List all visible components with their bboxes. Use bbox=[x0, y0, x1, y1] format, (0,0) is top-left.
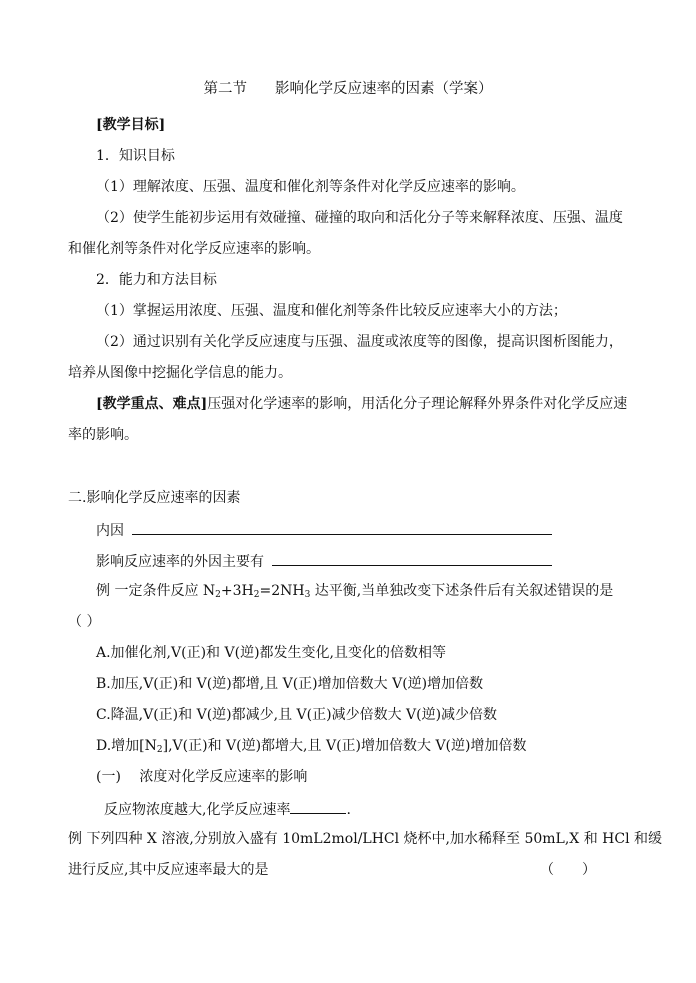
key-points-text: 压强对化学速率的影响，用活化分子理论解释外界条件对化学反应速 bbox=[207, 396, 628, 412]
external-factor-blank[interactable] bbox=[272, 551, 552, 566]
example-2-line2: 进行反应,其中反应速率最大的是 bbox=[68, 862, 269, 878]
objectives-heading: [教学目标] bbox=[96, 117, 166, 133]
ability-heading: 2．能力和方法目标 bbox=[96, 272, 217, 288]
example-1-answer-paren: （ ） bbox=[68, 614, 101, 630]
concentration-subheading: (一) 浓度对化学反应速率的影响 bbox=[96, 769, 308, 785]
concentration-row: 反应物浓度越大,化学反应速率 . bbox=[104, 799, 351, 819]
external-factor-row bbox=[96, 551, 552, 571]
ability-item-2-line2: 培养从图像中挖掘化学信息的能力。 bbox=[68, 365, 292, 381]
internal-factor-row bbox=[96, 520, 552, 540]
section-2-heading: 二.影响化学反应速率的因素 bbox=[68, 490, 241, 506]
internal-factor-label: 内因 bbox=[96, 523, 124, 539]
key-points-line1 bbox=[96, 395, 627, 413]
option-d: D.增加$[N_2],V$(正)和 V(逆)都增大,且 V(正)增加倍数大 V(逆)增加倍数 bbox=[96, 738, 527, 755]
concentration-text: 反应物浓度越大,化学反应速率 bbox=[104, 802, 291, 818]
section-name: 影响化学反应速率的因素（学案） bbox=[275, 81, 493, 97]
page-title bbox=[0, 80, 696, 98]
example-1-question: 例 一定条件反应 $N_2+3H_2=2NH_3$ 达平衡,当单独改变下述条件后有关叙述错误的是 bbox=[96, 583, 614, 600]
ability-item-1: （1）掌握运用浓度、压强、温度和催化剂等条件比较反应速率大小的方法； bbox=[96, 303, 567, 319]
key-points-line2: 率的影响。 bbox=[68, 427, 138, 443]
external-factor-label: 影响反应速率的外因主要有 bbox=[96, 554, 264, 570]
example-2-answer-paren: （ ） bbox=[540, 862, 596, 878]
ability-item-2-line1: （2）通过识别有关化学反应速度与压强、温度或浓度等的图像，提高识图析图能力， bbox=[96, 334, 623, 350]
knowledge-item-2-line1: （2）使学生能初步运用有效碰撞、碰撞的取向和活化分子等来解释浓度、压强、温度 bbox=[96, 210, 623, 226]
section-number: 第二节 bbox=[203, 81, 247, 97]
internal-factor-blank[interactable] bbox=[132, 520, 552, 535]
concentration-blank[interactable] bbox=[290, 799, 346, 814]
option-a: A.加催化剂,V(正)和 V(逆)都发生变化,且变化的倍数相等 bbox=[96, 645, 446, 661]
knowledge-item-1: （1）理解浓度、压强、温度和催化剂等条件对化学反应速率的影响。 bbox=[96, 179, 525, 195]
example-2-line1: 例 下列四种 X 溶液,分别放入盛有 10mL2mol/LHCl 烧杯中,加水稀释至 50mL,X 和 HCl 和缓 bbox=[68, 831, 663, 847]
knowledge-item-2-line2: 和催化剂等条件对化学反应速率的影响。 bbox=[68, 241, 320, 257]
option-b: B.加压,V(正)和 V(逆)都增,且 V(正)增加倍数大 V(逆)增加倍数 bbox=[96, 676, 484, 692]
key-points-label: [教学重点、难点] bbox=[96, 396, 208, 412]
knowledge-heading: 1．知识目标 bbox=[96, 148, 175, 164]
option-c: C.降温,V(正)和 V(逆)都减少,且 V(正)减少倍数大 V(逆)减少倍数 bbox=[96, 707, 498, 723]
